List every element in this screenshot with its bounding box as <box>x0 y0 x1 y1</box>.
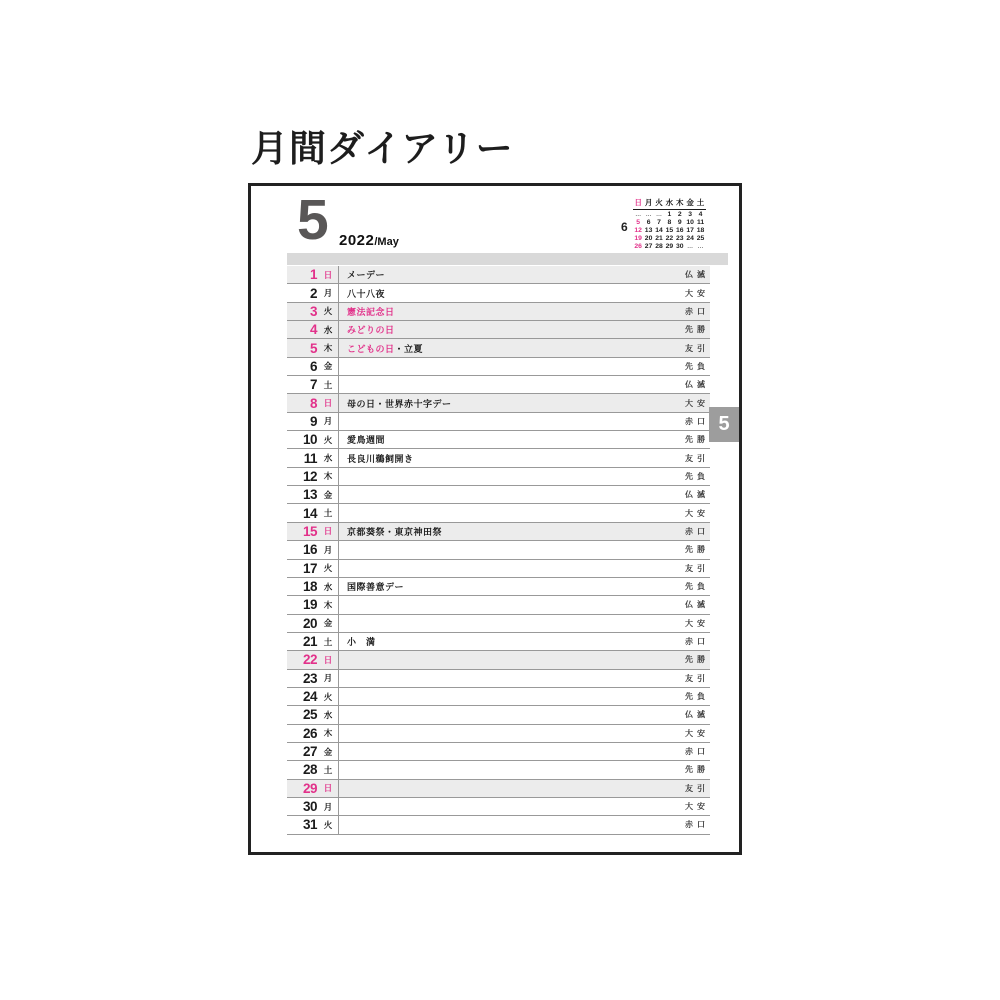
day-rokuyo: 先勝 <box>685 325 709 335</box>
mini-calendar-date: 1 <box>667 211 672 218</box>
day-rokuyo: 赤口 <box>685 526 709 536</box>
diary-page <box>248 183 742 855</box>
day-rokuyo: 仏滅 <box>685 600 709 610</box>
diary-day-row <box>287 688 710 706</box>
day-rokuyo: 大安 <box>685 398 709 408</box>
mini-calendar-date: 20 <box>644 235 653 242</box>
event-segment: 小 満 <box>347 637 376 648</box>
day-rokuyo: 大安 <box>685 508 709 518</box>
mini-calendar-date: 18 <box>696 227 705 234</box>
diary-day-row <box>287 431 710 449</box>
mini-calendar-weekday: 木 <box>676 198 684 207</box>
mini-calendar-date: 2 <box>677 211 682 218</box>
day-weekday: 月 <box>323 673 333 684</box>
mini-calendar-weekday: 土 <box>696 198 705 207</box>
day-number: 4 <box>309 322 317 338</box>
event-segment: みどりの日 <box>347 325 395 336</box>
diary-day-row <box>287 596 710 614</box>
day-rokuyo: 友引 <box>685 783 709 793</box>
mini-calendar-date: 28 <box>655 243 663 250</box>
day-weekday: 日 <box>323 269 333 280</box>
day-number: 19 <box>302 597 317 613</box>
mini-calendar-date: 3 <box>688 211 693 218</box>
mini-calendar-date: 8 <box>667 219 672 226</box>
mini-calendar-weekday: 火 <box>655 198 663 207</box>
next-month-number: 6 <box>621 220 628 234</box>
mini-calendar-date: 27 <box>644 243 653 250</box>
day-rokuyo: 友引 <box>685 453 709 463</box>
mini-calendar-date: 21 <box>655 235 663 242</box>
day-weekday: 水 <box>323 709 333 720</box>
header-divider-band <box>287 253 728 265</box>
day-rokuyo: 友引 <box>685 563 709 573</box>
day-number: 21 <box>302 634 317 650</box>
diary-day-row <box>287 560 710 578</box>
event-segment: 憲法記念日 <box>347 306 395 317</box>
event-segment: メーデー <box>347 270 386 281</box>
day-rokuyo: 大安 <box>685 802 709 812</box>
day-event-text <box>347 397 685 410</box>
day-rokuyo: 先負 <box>685 582 709 592</box>
event-segment: 愛鳥週間 <box>347 435 386 446</box>
day-number: 30 <box>302 799 317 815</box>
day-number: 2 <box>309 285 317 301</box>
diary-day-row <box>287 486 710 504</box>
day-weekday: 日 <box>323 654 333 665</box>
day-rokuyo: 先負 <box>685 361 709 371</box>
day-weekday: 火 <box>323 434 333 445</box>
mini-calendar-date: 23 <box>675 235 684 242</box>
day-event-text <box>347 323 685 336</box>
mini-calendar-date: 10 <box>686 219 694 226</box>
day-weekday: 土 <box>323 379 333 390</box>
event-segment: 八十八夜 <box>347 288 386 299</box>
day-weekday: 木 <box>323 728 333 739</box>
diary-day-row <box>287 394 710 412</box>
day-number: 24 <box>302 689 317 705</box>
day-rokuyo: 先勝 <box>685 545 709 555</box>
mini-calendar-date: … <box>655 212 662 218</box>
day-weekday: 水 <box>323 453 333 464</box>
day-number: 20 <box>302 615 317 631</box>
day-rokuyo: 友引 <box>685 343 709 353</box>
next-month-mini-calendar <box>621 198 706 251</box>
day-rokuyo: 友引 <box>685 673 709 683</box>
day-event-text <box>347 580 685 593</box>
day-weekday: 月 <box>323 288 333 299</box>
day-weekday: 水 <box>323 581 333 592</box>
diary-day-row <box>287 339 710 357</box>
day-event-text <box>347 452 685 465</box>
diary-day-row <box>287 284 710 302</box>
day-rokuyo: 大安 <box>685 618 709 628</box>
mini-calendar-date: … <box>697 244 704 250</box>
day-weekday: 土 <box>323 508 333 519</box>
day-weekday: 土 <box>323 636 333 647</box>
day-number: 1 <box>309 267 317 283</box>
day-weekday: 日 <box>323 526 333 537</box>
event-segment: 長良川鵜飼開き <box>347 453 414 464</box>
mini-calendar-date: 15 <box>665 227 674 234</box>
day-rokuyo: 赤口 <box>685 637 709 647</box>
mini-calendar-date: 17 <box>686 227 694 234</box>
diary-day-row <box>287 615 710 633</box>
mini-calendar-date: 14 <box>655 227 663 234</box>
day-rokuyo: 仏滅 <box>685 270 709 280</box>
day-rokuyo: 大安 <box>685 288 709 298</box>
day-number: 12 <box>302 468 317 484</box>
day-weekday: 月 <box>323 416 333 427</box>
mini-calendar-weekday: 水 <box>665 198 674 207</box>
diary-day-row <box>287 578 710 596</box>
event-segment: 国際善意デー <box>347 582 405 593</box>
mini-calendar-date: 19 <box>634 235 642 242</box>
day-rokuyo: 仏滅 <box>685 380 709 390</box>
mini-calendar-date: 6 <box>646 219 651 226</box>
diary-day-row <box>287 706 710 724</box>
mini-calendar-date: 13 <box>644 227 653 234</box>
mini-calendar-date: 30 <box>675 243 684 250</box>
year-label: 2022 <box>339 232 375 249</box>
diary-day-row <box>287 743 710 761</box>
day-event-text <box>347 287 685 300</box>
day-weekday: 日 <box>323 783 333 794</box>
day-number: 28 <box>302 762 317 778</box>
day-rokuyo: 赤口 <box>685 416 709 426</box>
day-weekday: 火 <box>323 563 333 574</box>
day-number: 13 <box>302 487 317 503</box>
day-weekday: 金 <box>323 746 333 757</box>
day-rokuyo: 赤口 <box>685 306 709 316</box>
diary-day-row <box>287 651 710 669</box>
day-event-text <box>347 268 685 281</box>
mini-calendar-date: 5 <box>636 219 641 226</box>
day-weekday: 日 <box>323 398 333 409</box>
diary-day-row <box>287 358 710 376</box>
diary-day-row <box>287 376 710 394</box>
day-number: 16 <box>302 542 317 558</box>
day-event-text <box>347 525 685 538</box>
diary-day-row <box>287 266 710 284</box>
day-number: 7 <box>309 377 317 393</box>
mini-calendar-date: 11 <box>696 219 705 226</box>
day-number: 27 <box>302 744 317 760</box>
day-weekday: 金 <box>323 361 333 372</box>
day-number: 10 <box>302 432 317 448</box>
column-divider-line <box>338 266 339 835</box>
day-number: 17 <box>302 560 317 576</box>
mini-calendar-date: … <box>687 244 694 250</box>
month-number: 5 <box>297 188 329 252</box>
diary-day-row <box>287 761 710 779</box>
day-rokuyo: 仏滅 <box>685 710 709 720</box>
day-number: 23 <box>302 670 317 686</box>
diary-day-row <box>287 670 710 688</box>
month-index-tab: 5 <box>709 407 739 442</box>
mini-calendar-date: 24 <box>686 235 694 242</box>
day-weekday: 火 <box>323 691 333 702</box>
mini-calendar-weekday-header <box>633 198 706 210</box>
mini-calendar-date: … <box>635 212 642 218</box>
event-segment: ・立夏 <box>394 343 424 354</box>
day-rokuyo: 先勝 <box>685 435 709 445</box>
day-weekday: 火 <box>323 819 333 830</box>
day-weekday: 木 <box>323 471 333 482</box>
day-rokuyo: 先負 <box>685 471 709 481</box>
diary-day-row <box>287 780 710 798</box>
day-rokuyo: 仏滅 <box>685 490 709 500</box>
day-number: 6 <box>309 358 317 374</box>
day-number: 18 <box>302 579 317 595</box>
diary-day-row <box>287 541 710 559</box>
day-event-text <box>347 342 685 355</box>
day-number: 31 <box>302 817 317 833</box>
mini-calendar-weekday: 日 <box>634 198 642 207</box>
diary-day-row <box>287 468 710 486</box>
day-rokuyo: 先勝 <box>685 655 709 665</box>
day-number: 29 <box>302 780 317 796</box>
mini-calendar-date: 22 <box>665 235 674 242</box>
diary-day-row <box>287 798 710 816</box>
day-weekday: 木 <box>323 599 333 610</box>
day-event-text <box>347 433 685 446</box>
mini-calendar-date: 26 <box>634 243 642 250</box>
day-number: 26 <box>302 725 317 741</box>
mini-calendar-date: 4 <box>698 211 703 218</box>
day-number: 25 <box>302 707 317 723</box>
diary-day-row <box>287 504 710 522</box>
day-weekday: 金 <box>323 489 333 500</box>
diary-day-row <box>287 413 710 431</box>
day-number: 15 <box>302 523 317 539</box>
day-rokuyo: 先勝 <box>685 765 709 775</box>
day-weekday: 水 <box>323 324 333 335</box>
mini-calendar-date: … <box>645 212 652 218</box>
day-weekday: 金 <box>323 618 333 629</box>
day-weekday: 月 <box>323 544 333 555</box>
mini-calendar-date: 12 <box>634 227 642 234</box>
day-number: 14 <box>302 505 317 521</box>
day-rokuyo: 赤口 <box>685 820 709 830</box>
day-number: 8 <box>309 395 317 411</box>
diary-day-row <box>287 725 710 743</box>
diary-day-row <box>287 449 710 467</box>
mini-calendar-grid <box>633 211 706 251</box>
diary-day-row <box>287 816 710 834</box>
event-segment: 母の日・世界赤十字デー <box>347 398 452 409</box>
day-rows <box>287 266 710 835</box>
diary-day-row <box>287 633 710 651</box>
mini-calendar-weekday: 金 <box>686 198 694 207</box>
day-rokuyo: 大安 <box>685 728 709 738</box>
day-rokuyo: 先負 <box>685 692 709 702</box>
year-month-label <box>339 232 399 249</box>
day-number: 22 <box>302 652 317 668</box>
mini-calendar-date: 29 <box>665 243 674 250</box>
mini-calendar-date: 25 <box>696 235 705 242</box>
event-segment: 京都葵祭・東京神田祭 <box>347 526 443 537</box>
month-en-label: /May <box>374 236 399 248</box>
day-event-text <box>347 635 685 648</box>
diary-day-row <box>287 303 710 321</box>
day-number: 5 <box>309 340 317 356</box>
day-weekday: 木 <box>323 343 333 354</box>
day-rokuyo: 赤口 <box>685 747 709 757</box>
mini-calendar-weekday: 月 <box>644 198 653 207</box>
mini-calendar-date: 9 <box>677 219 682 226</box>
day-weekday: 土 <box>323 764 333 775</box>
day-number: 11 <box>303 450 317 466</box>
day-number: 9 <box>309 413 317 429</box>
event-segment: こどもの日 <box>347 343 395 354</box>
day-number: 3 <box>309 303 317 319</box>
mini-calendar-date: 7 <box>657 219 661 226</box>
day-event-text <box>347 305 685 318</box>
page-title: 月間ダイアリー <box>251 128 514 169</box>
day-weekday: 月 <box>323 801 333 812</box>
mini-calendar-date: 16 <box>675 227 684 234</box>
day-weekday: 火 <box>323 306 333 317</box>
diary-day-row <box>287 321 710 339</box>
diary-day-row <box>287 523 710 541</box>
